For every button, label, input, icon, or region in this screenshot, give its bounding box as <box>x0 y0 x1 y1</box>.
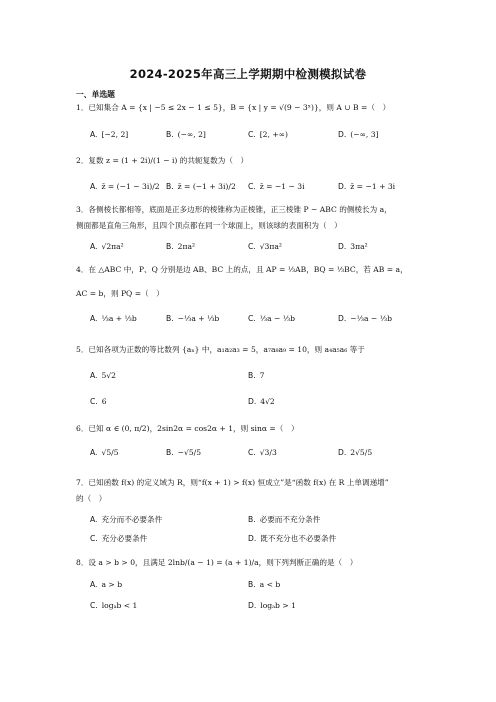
q2-option-c[interactable] <box>248 182 305 191</box>
q6-option-d[interactable] <box>338 448 372 457</box>
option-letter: D. <box>248 534 257 543</box>
option-letter: B. <box>166 448 174 457</box>
option-text: √3πa² <box>259 242 282 251</box>
option-text: z̄ = (−1 − 3i)/2 <box>101 182 160 191</box>
question-3-line-2: 侧面都是直角三角形，且四个顶点都在同一个球面上，则该球的表面积为（ ） <box>76 221 342 230</box>
option-text: 充分而不必要条件 <box>101 515 163 524</box>
q7-option-b[interactable] <box>248 514 320 525</box>
option-letter: A. <box>90 182 98 191</box>
option-letter: C. <box>248 314 256 323</box>
option-letter: A. <box>90 314 98 323</box>
page-title: 2024-2025年高三上学期期中检测模拟试卷 <box>129 67 367 81</box>
question-3-line-1: 3．各侧棱长都相等，底面是正多边形的棱锥称为正棱锥，正三棱锥 P − ABC 的侧棱长为 a， <box>76 205 392 214</box>
q5-option-d[interactable] <box>248 397 275 406</box>
q3-option-a[interactable] <box>90 242 124 251</box>
q8-option-d[interactable] <box>248 601 296 610</box>
option-text: (−∞, 3] <box>350 130 379 139</box>
question-7-line-2: 的（ ） <box>76 494 107 503</box>
option-letter: A. <box>90 130 98 139</box>
option-text: 3πa² <box>350 242 368 251</box>
q4-option-a[interactable] <box>90 314 137 323</box>
option-text: 2√5/5 <box>350 448 373 457</box>
q5-option-c[interactable] <box>90 397 107 406</box>
option-letter: C. <box>90 397 98 406</box>
q6-option-a[interactable] <box>90 448 119 457</box>
option-text: z̄ = −1 + 3i <box>350 182 396 191</box>
section-heading: 一、单选题 <box>76 90 115 99</box>
option-letter: A. <box>90 242 98 251</box>
option-text: √2πa² <box>101 242 124 251</box>
question-4-line-1: 4．在 △ABC 中，P、Q 分别是边 AB、BC 上的点，且 AP = ⅓AB，BQ = ⅓BC，若 AB = a， <box>76 265 408 274</box>
q4-option-b[interactable] <box>166 314 219 323</box>
q3-option-b[interactable] <box>166 242 195 251</box>
question-4-line-2: AC = b，则 PQ =（ ） <box>76 289 164 298</box>
q3-option-c[interactable] <box>248 242 282 251</box>
option-text: z̄ = −1 − 3i <box>259 182 305 191</box>
option-text: a > b <box>101 580 123 589</box>
option-text: (−∞, 2] <box>177 130 206 139</box>
q1-option-b[interactable] <box>166 130 206 139</box>
q3-option-d[interactable] <box>338 242 368 251</box>
q8-option-c[interactable] <box>90 601 137 610</box>
option-letter: A. <box>90 371 98 380</box>
option-text: −√5/5 <box>177 448 202 457</box>
question-1: 1．已知集合 A = {x | −5 ≤ 2x − 1 ≤ 5}，B = {x | y = √(9 − 3ˣ)}，则 A ∪ B =（ ） <box>76 103 391 112</box>
question-6: 6．已知 α ∈ (0, π/2)，2sin2α = cos2α + 1，则 sinα =（ ） <box>76 424 299 433</box>
q6-option-c[interactable] <box>248 448 277 457</box>
option-letter: B. <box>166 242 174 251</box>
option-letter: D. <box>338 242 347 251</box>
option-text: ⅓a − ⅓b <box>259 314 296 323</box>
option-letter: D. <box>248 397 257 406</box>
question-2: 2．复数 z = (1 + 2i)/(1 − i) 的共轭复数为（ ） <box>76 156 249 165</box>
option-text: a < b <box>259 580 281 589</box>
question-8: 8．设 a > b > 0，且满足 2lnb/(a − 1) = (a + 1)/a，则下列判断正确的是（ ） <box>76 558 358 567</box>
option-letter: C. <box>248 182 256 191</box>
option-text: 充分必要条件 <box>101 534 148 543</box>
q8-option-a[interactable] <box>90 580 122 589</box>
option-letter: C. <box>248 242 256 251</box>
q5-option-a[interactable] <box>90 371 116 380</box>
option-text: −⅓a − ⅓b <box>350 314 392 323</box>
option-letter: A. <box>90 580 98 589</box>
option-letter: C. <box>90 601 98 610</box>
option-letter: B. <box>166 130 174 139</box>
option-letter: B. <box>248 371 256 380</box>
option-text: z̄ = (−1 + 3i)/2 <box>177 182 236 191</box>
option-text: 6 <box>101 397 107 406</box>
option-letter: B. <box>248 580 256 589</box>
q2-option-a[interactable] <box>90 182 160 191</box>
option-text: 5√2 <box>101 371 116 380</box>
q8-option-b[interactable] <box>248 580 280 589</box>
option-letter: C. <box>248 448 256 457</box>
option-text: ⅓a + ⅓b <box>101 314 137 323</box>
option-text: logₐb > 1 <box>260 601 296 610</box>
option-text: [−2, 2] <box>101 130 129 139</box>
q7-option-a[interactable] <box>90 514 162 525</box>
option-letter: B. <box>166 182 174 191</box>
option-text: −⅓a + ⅓b <box>177 314 220 323</box>
option-text: 既不充分也不必要条件 <box>260 534 337 543</box>
option-letter: C. <box>90 534 98 543</box>
q2-option-d[interactable] <box>338 182 395 191</box>
option-letter: D. <box>338 130 347 139</box>
option-letter: C. <box>248 130 256 139</box>
q2-option-b[interactable] <box>166 182 236 191</box>
option-text: 2πa² <box>177 242 196 251</box>
option-text: [2, +∞) <box>259 130 288 139</box>
option-letter: D. <box>248 601 257 610</box>
q4-option-d[interactable] <box>338 314 392 323</box>
option-text: √5/5 <box>101 448 119 457</box>
option-letter: D. <box>338 182 347 191</box>
option-letter: D. <box>338 314 347 323</box>
q4-option-c[interactable] <box>248 314 295 323</box>
q1-option-a[interactable] <box>90 130 128 139</box>
option-text: √3/3 <box>259 448 277 457</box>
q7-option-c[interactable] <box>90 533 147 544</box>
option-text: 7 <box>259 371 265 380</box>
option-text: logₐb < 1 <box>101 601 138 610</box>
q6-option-b[interactable] <box>166 448 201 457</box>
question-5: 5．已知各项为正数的等比数列 {aₙ} 中，a₁a₂a₃ = 5，a₇a₈a₉ = 10，则 a₄a₅a₆ 等于 <box>76 345 365 354</box>
option-letter: A. <box>90 515 98 524</box>
question-7-line-1: 7．已知函数 f(x) 的定义域为 R，则“f(x + 1) > f(x) 恒成立”是“函数 f(x) 在 R 上单调递增” <box>76 478 389 487</box>
option-letter: D. <box>338 448 347 457</box>
option-text: 必要而不充分条件 <box>259 515 321 524</box>
q1-option-c[interactable] <box>248 130 288 139</box>
option-letter: A. <box>90 448 98 457</box>
option-letter: B. <box>248 515 256 524</box>
q1-option-d[interactable] <box>338 130 379 139</box>
q7-option-d[interactable] <box>248 533 336 544</box>
q5-option-b[interactable] <box>248 371 264 380</box>
option-text: 4√2 <box>260 397 275 406</box>
option-letter: B. <box>166 314 174 323</box>
